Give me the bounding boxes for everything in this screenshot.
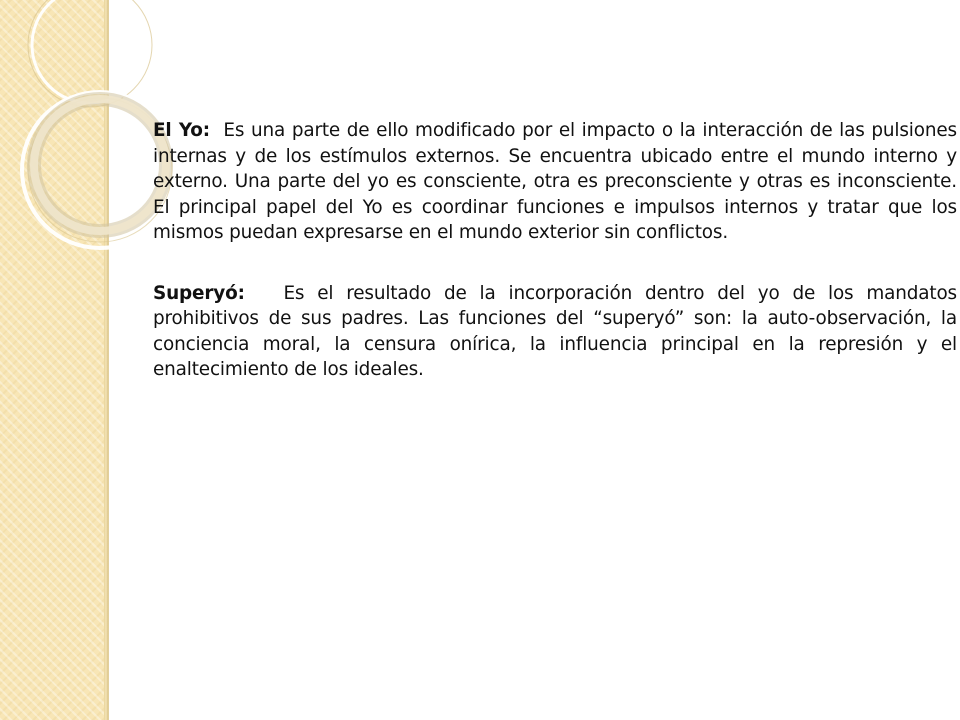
ring-middle-highlight xyxy=(34,99,166,231)
definition-el-yo: Es una parte de ello modificado por el impacto o la interacción de las pulsiones internas y de los estímulos externos. Se encuentra ubicado entre el mundo interno y externo. Una parte del yo es consciente, otra es preconsciente y otras es inconsciente. El principal papel del Yo es coordinar funciones e impulsos internos y tratar que los mismos puedan expresarse en el mundo exterior sin conflictos. xyxy=(153,120,957,243)
slide-content xyxy=(153,118,957,418)
term-superyo: Superyó: xyxy=(153,282,245,304)
definition-superyo: Es el resultado de la incorporación dentro del yo de los mandatos prohibitivos de sus padres. Las funciones del “superyó” son: la auto-observación, la conciencia moral, la censura onírica, la influencia principal en la represión y el enaltecimiento de los ideales. xyxy=(153,282,957,380)
ring-top-white xyxy=(32,0,148,103)
paragraph-el-yo xyxy=(153,118,957,246)
paragraph-superyo xyxy=(153,281,957,383)
term-el-yo: El Yo: xyxy=(153,120,210,141)
